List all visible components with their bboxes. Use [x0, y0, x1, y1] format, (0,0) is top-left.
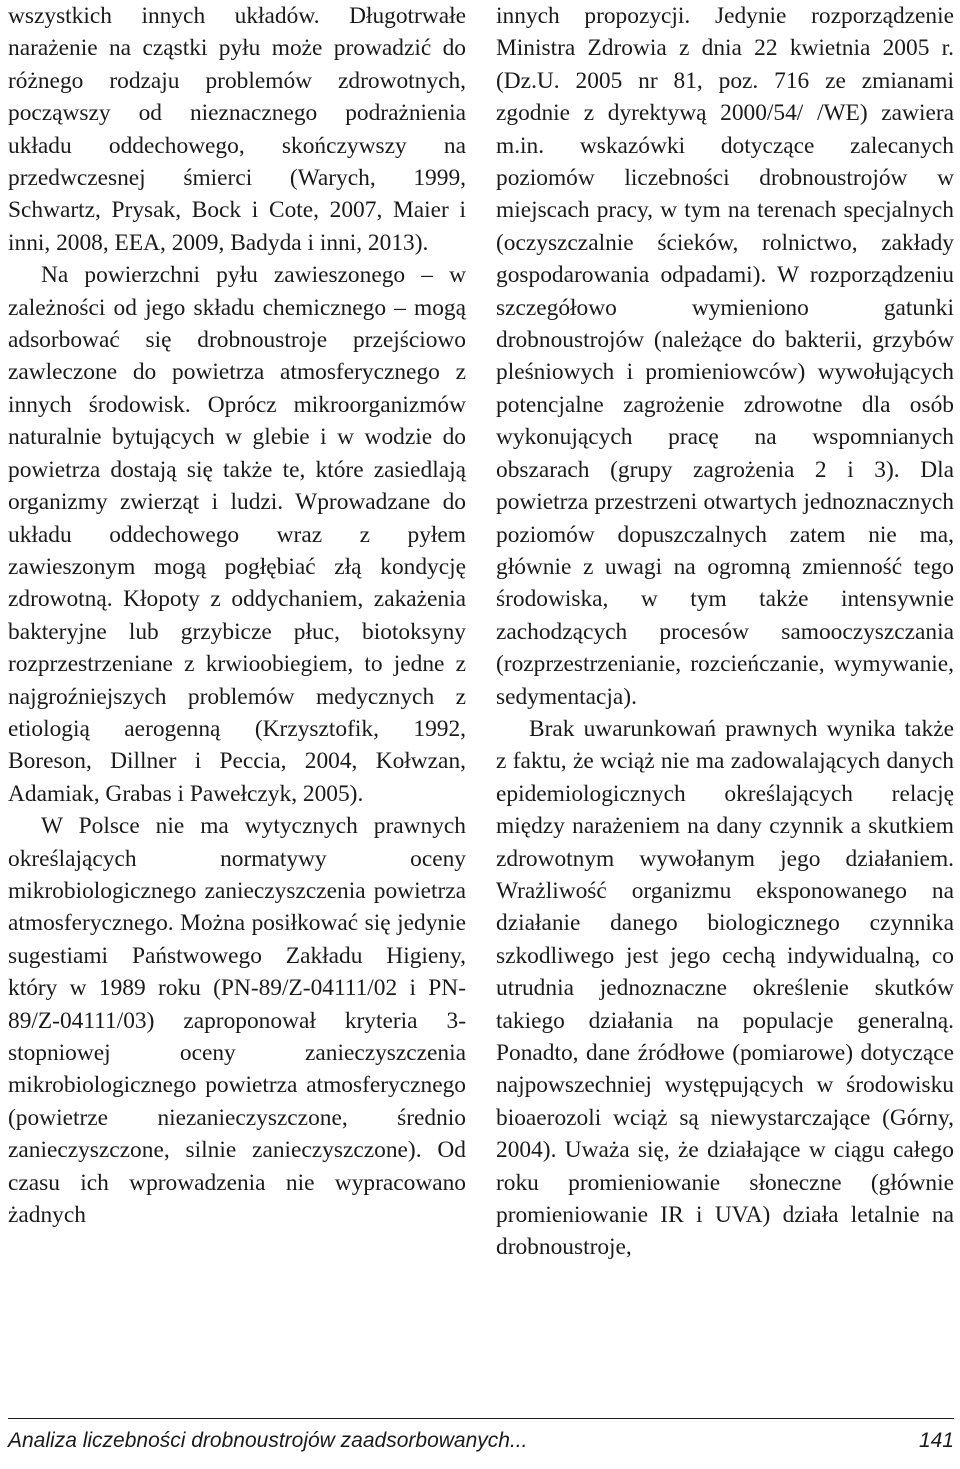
running-title: Analiza liczebności drobnoustrojów zaadsorbowanych... — [8, 1429, 528, 1452]
paragraph-legal-gaps: Brak uwarunkowań prawnych wynika także z faktu, że wciąż nie ma zadowalających danych epidemiologicznych określających relację między narażeniem na dany czynnik a skutkiem zdrowotnym wywołanym jego działaniem. Wrażliwość organizmu eksponowanego na działanie danego biologicznego czynnika szkodliwego jest jego cechą indywidualną, co utrudnia jednoznaczne określenie skutków takiego działania na populacje generalną. Ponadto, dane źródłowe (pomiarowe) dotyczące najpowszechniej występujących w środowisku bioaerozoli wciąż są niewystarczające (Górny, 2004). Uważa się, że działające w ciągu całego roku promieniowanie słoneczne (głównie promieniowanie IR i UVA) działa letalnie na drobnoustroje, — [496, 715, 954, 1261]
left-column — [8, 0, 466, 1400]
paragraph-poland-regulations: W Polsce nie ma wytycznych prawnych określających normatywy oceny mikrobiologicznego zanieczyszczenia powietrza atmosferycznego. Można posiłkować się jedynie sugestiami Państwowego Zakładu Higieny, który w 1989 roku (PN-89/Z-04111/02 i PN-89/Z-04111/03) zaproponował kryteria 3-stopniowej oceny zanieczyszczenia mikrobiologicznego powietrza atmosferycznego (powietrze niezanieczyszczone, średnio zanieczyszczone, silnie zanieczyszczone). Od czasu ich wprowadzenia nie wypracowano żadnych — [8, 813, 466, 1229]
paragraph-continued: wszystkich innych układów. Długotrwałe narażenie na cząstki pyłu może prowadzić do różnego rodzaju problemów zdrowotnych, począwszy od nieznacznego podrażnienia układu oddechowego, skończywszy na przedwczesnej śmierci (Warych, 1999, Schwartz, Prysak, Bock i Cote, 2007, Maier i inni, 2008, EEA, 2009, Badyda i inni, 2013). — [8, 3, 466, 256]
right-column — [496, 0, 954, 1400]
page-footer — [8, 1423, 954, 1459]
paragraph-ministry-regulation: innych propozycji. Jedynie rozporządzenie Ministra Zdrowia z dnia 22 kwietnia 2005 r. (Dz.U. 2005 nr 81, poz. 716 ze zmianami zgodnie z dyrektywą 2000/54/ /WE) zawiera m.in. wskazówki dotyczące zalecanych poziomów liczebności drobnoustrojów w miejscach pracy, w tym na terenach specjalnych (oczyszczalnie ścieków, rolnictwo, zakłady gospodarowania odpadami). W rozporządzeniu szczegółowo wymieniono gatunki drobnoustrojów (należące do bakterii, grzybów pleśniowych i promieniowców) wywołujących potencjalne zagrożenie zdrowotne dla osób wykonujących pracę na wspomnianych obszarach (grupy zagrożenia 2 i 3). Dla powietrza przestrzeni otwartych jednoznacznych poziomów dopuszczalnych zatem nie ma, głównie z uwagi na ogromną zmienność tego środowiska, w tym także intensywnie zachodzących procesów samooczyszczania (rozprzestrzenianie, rozcieńczanie, wymywanie, sedymentacja). — [496, 3, 954, 710]
paragraph-suspended-dust: Na powierzchni pyłu zawieszonego – w zależności od jego składu chemicznego – mogą adsorbować się drobnoustroje przejściowo zawleczone do powietrza atmosferycznego z innych środowisk. Oprócz mikroorganizmów naturalnie bytujących w glebie i w wodzie do powietrza dostają się także te, które zasiedlają organizmy zwierząt i ludzi. Wprowadzane do układu oddechowego wraz z pyłem zawieszonym mogą pogłębiać złą kondycję zdrowotną. Kłopoty z oddychaniem, zakażenia bakteryjne lub grzybicze płuc, biotoksyny rozprzestrzeniane z krwioobiegiem, to jedne z najgroźniejszych problemów medycznych z etiologią aerogenną (Krzysztofik, 1992, Boreson, Dillner i Peccia, 2004, Kołwzan, Adamiak, Grabas i Pawełczyk, 2005). — [8, 262, 466, 807]
article-body — [8, 0, 954, 1400]
page-number: 141 — [918, 1429, 954, 1452]
footer-divider — [8, 1418, 954, 1419]
